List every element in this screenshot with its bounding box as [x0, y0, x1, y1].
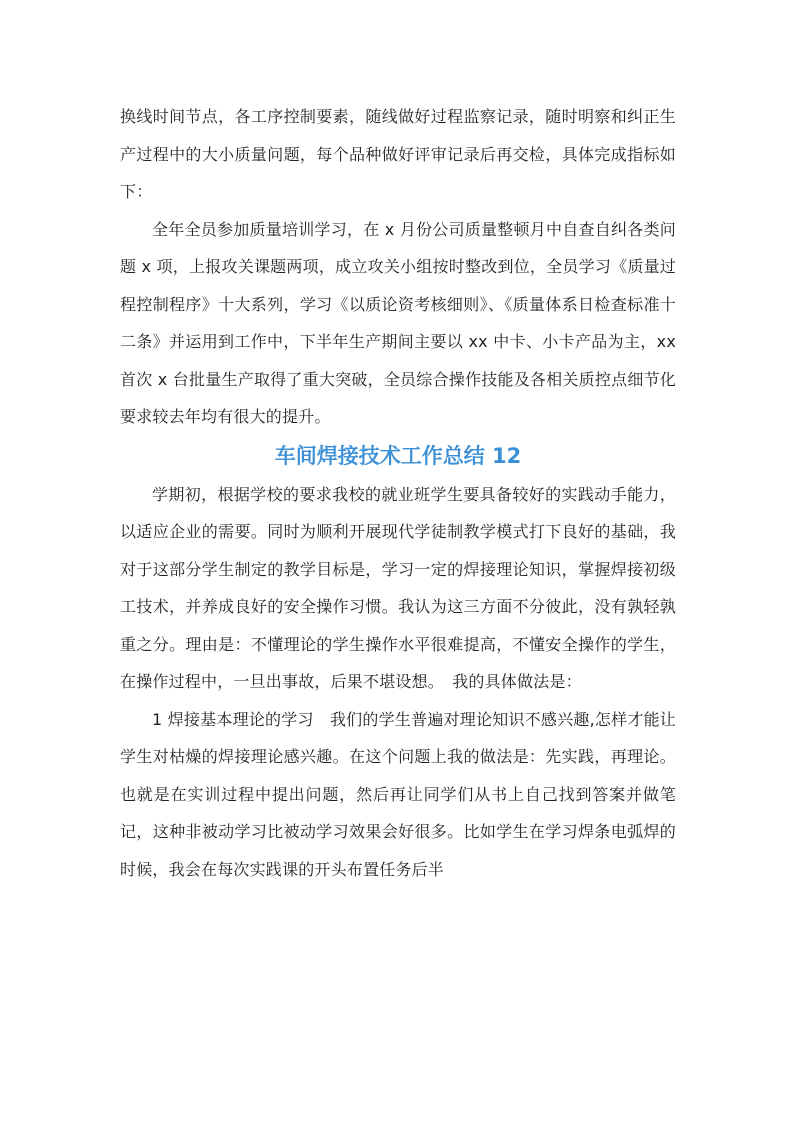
- document-page: [120, 98, 676, 888]
- paragraph-quality-summary-tail: 换线时间节点，各工序控制要素，随线做好过程监察记录，随时明察和纠正生产过程中的大小质量问题，每个品种做好评审记录后再交检，具体完成指标如下：: [120, 107, 676, 201]
- paragraph-welding-theory: 1 焊接基本理论的学习 我们的学生普遍对理论知识不感兴趣,怎样才能让学生对枯燥的焊接理论感兴趣。在这个问题上我的做法是：先实践，再理论。也就是在实训过程中提出问题，然后再让同学们从书上自己找到答案并做笔记，这种非被动学习比被动学习效果会好很多。比如学生在学习焊条电弧焊的时候，我会在每次实践课的开头布置任务后半: [120, 709, 676, 879]
- paragraph-teaching-goals: 学期初，根据学校的要求我校的就业班学生要具备较好的实践动手能力，以适应企业的需要。同时为顺利开展现代学徒制教学模式打下良好的基础，我对于这部分学生制定的教学目标是，学习一定的焊接理论知识，掌握焊接初级工技术，并养成良好的安全操作习惯。我认为这三方面不分彼此，没有孰轻孰重之分。理由是：不懂理论的学生操作水平很难提高，不懂安全操作的学生，在操作过程中，一旦出事故，后果不堪设想。 我的具体做法是：: [120, 484, 676, 691]
- paragraph-quality-achievements: 全年全员参加质量培训学习，在 x 月份公司质量整顿月中自查自纠各类问题 x 项，上报攻关课题两项，成立攻关小组按时整改到位，全员学习《质量过程控制程序》十大系列，学习《以质论资考核细则》、《质量体系日检查标准十二条》并运用到工作中，下半年生产期间主要以 xx 中卡、小卡产品为主，xx 首次 x 台批量生产取得了重大突破，全员综合操作技能及各相关质控点细节化要求较去年均有很大的提升。: [120, 219, 676, 426]
- section-heading: 车间焊接技术工作总结 12: [274, 443, 522, 468]
